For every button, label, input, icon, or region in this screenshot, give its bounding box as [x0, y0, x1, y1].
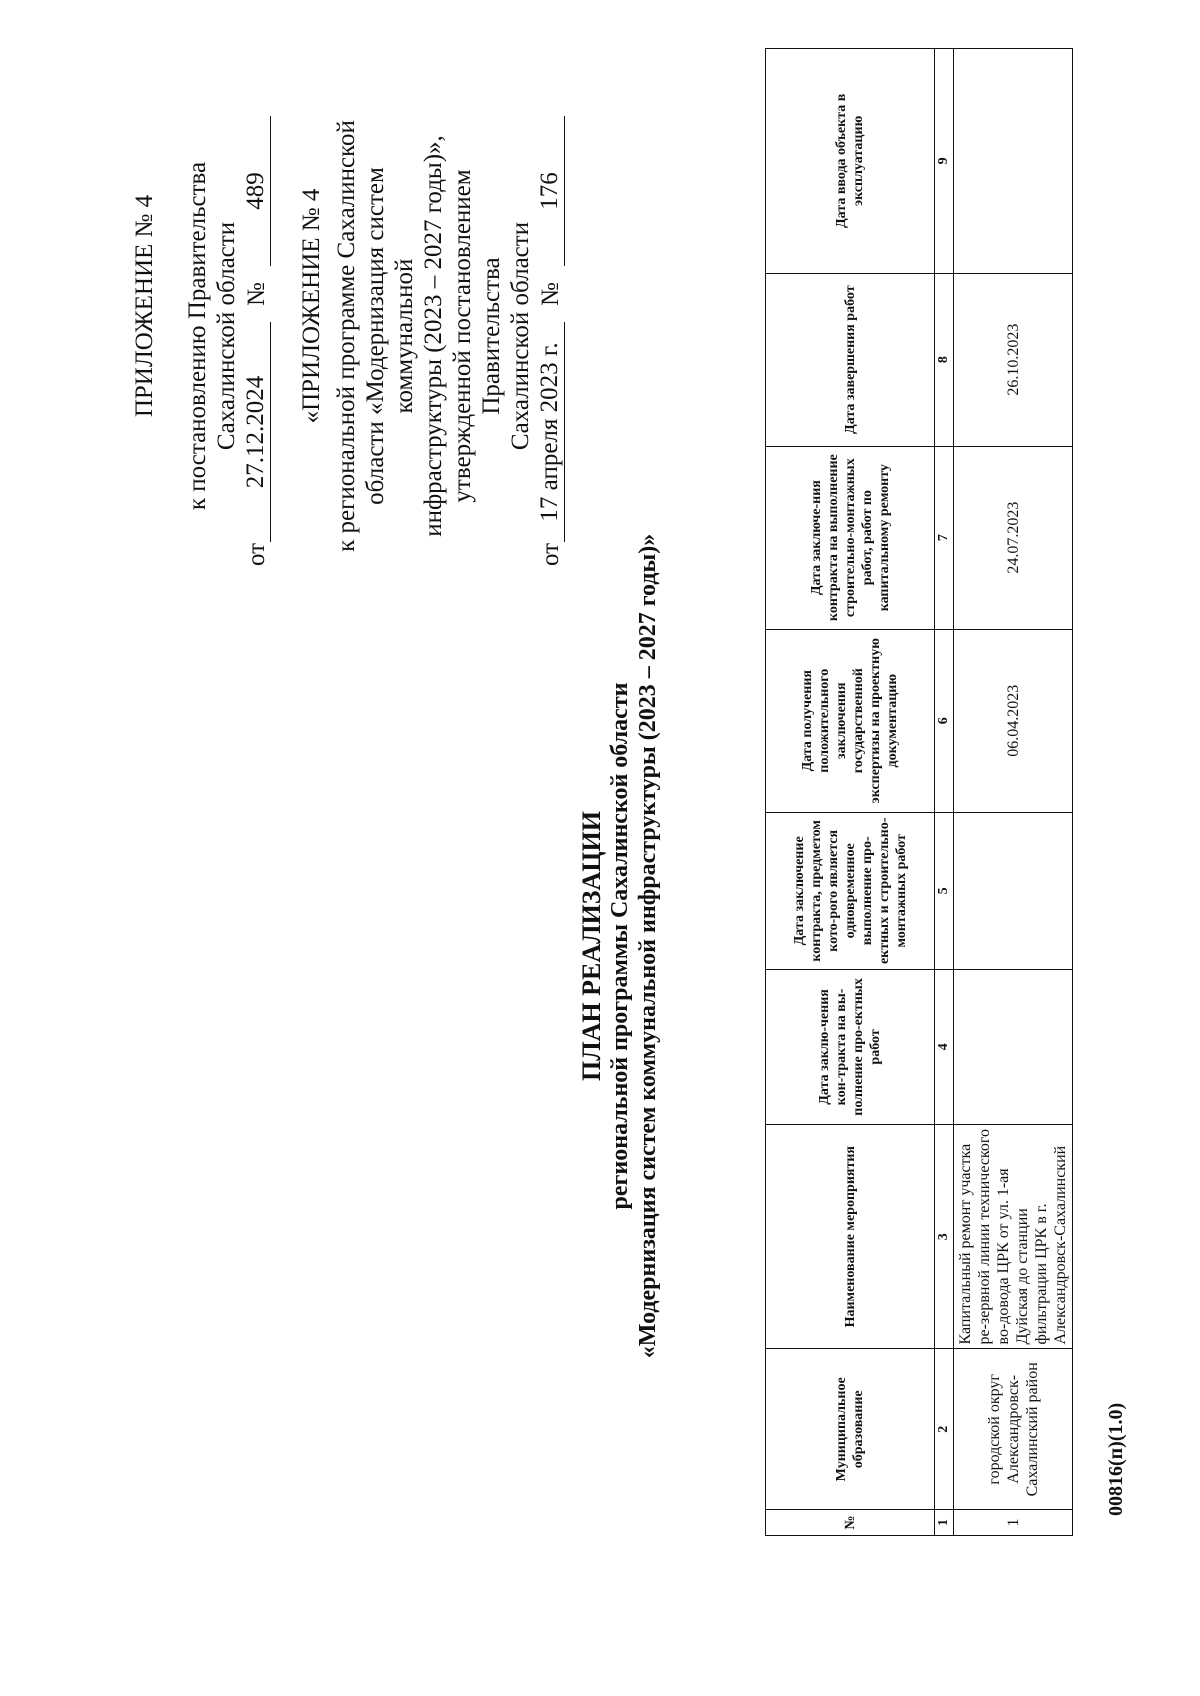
program-appendix-line3: инфраструктуры (2023 – 2027 годы)», [420, 135, 447, 537]
header-municipality: Муниципальное образование [766, 1349, 935, 1510]
row-design-contract-date [954, 969, 1073, 1124]
program-appendix-line2: области «Модернизация систем коммунальной [362, 167, 418, 505]
appendix-date: 27.12.2024 [241, 322, 271, 542]
appendix-title: ПРИЛОЖЕНИЕ № 4 [131, 194, 158, 418]
plan-program-name: «Модернизация систем коммунальной инфраструктуры (2023 – 2027 годы)» [635, 533, 661, 1359]
appendix-to-decree-line1: к постановлению Правительства [184, 161, 211, 511]
program-appendix-date-row [535, 106, 565, 566]
column-number: 3 [935, 1124, 954, 1349]
row-construction-contract-date: 24.07.2023 [954, 446, 1073, 629]
column-number: 4 [935, 969, 954, 1124]
header-completion-date: Дата завершения работ [766, 273, 935, 446]
row-municipality: городской округ Александровск-Сахалинский район [954, 1349, 1073, 1510]
header-measure: Наименование мероприятия [766, 1124, 935, 1349]
column-number: 2 [935, 1349, 954, 1510]
column-number: 8 [935, 273, 954, 446]
row-commissioning-date [954, 49, 1073, 274]
appendix-date-row [241, 106, 271, 566]
column-number: 1 [935, 1510, 954, 1536]
program-appendix-title: «ПРИЛОЖЕНИЕ № 4 [298, 188, 325, 424]
implementation-plan-table [765, 48, 1073, 1536]
program-appendix-number: 176 [535, 116, 565, 266]
header-expertise-date: Дата получения положительного заключения государственной экспертизы на проектную документацию [766, 629, 935, 812]
column-number: 7 [935, 446, 954, 629]
row-expertise-date: 06.04.2023 [954, 629, 1073, 812]
column-number: 5 [935, 812, 954, 969]
plan-title: ПЛАН РЕАЛИЗАЦИИ [577, 811, 606, 1081]
header-commissioning-date: Дата ввода объекта в эксплуатацию [766, 49, 935, 274]
row-combined-contract-date [954, 812, 1073, 969]
column-number: 9 [935, 49, 954, 274]
plan-subtitle: региональной программы Сахалинской области [607, 682, 633, 1210]
row-completion-date: 26.10.2023 [954, 273, 1073, 446]
program-appendix-line5: Сахалинской области [507, 221, 534, 451]
table-column-number-row [935, 49, 954, 1536]
row-measure: Капитальный ремонт участка ре-зервной линии технического во-довода ЦРК от ул. 1-ая Дуйская до станции фильтрации ЦРК в г. Александровск-Сахалинский [954, 1124, 1073, 1349]
appendix-block [130, 106, 565, 566]
appendix-number: 489 [241, 116, 271, 266]
program-appendix-line1: к региональной программе Сахалинской [333, 120, 360, 552]
table-header-row [766, 49, 935, 1536]
program-appendix-from-label: от [537, 542, 564, 566]
header-combined-contract-date: Дата заключение контракта, предметом кото-рого является одновременное выполнение про-ектных и строительно-монтажных работ [766, 812, 935, 969]
document-code: 00816(п)(1.0) [1105, 1402, 1127, 1516]
program-appendix-line4: утвержденной постановлением Правительства [449, 169, 505, 503]
appendix-to-decree-line2: Сахалинской области [213, 221, 240, 451]
program-appendix-date: 17 апреля 2023 г. [535, 322, 565, 542]
row-number: 1 [954, 1510, 1073, 1536]
appendix-from-label: от [243, 542, 270, 566]
header-design-contract-date: Дата заклю-чения кон-тракта на вы-полнение про-ектных работ [766, 969, 935, 1124]
column-number: 6 [935, 629, 954, 812]
appendix-number-label: № [243, 282, 270, 306]
header-construction-contract-date: Дата заключе-ния контракта на выполнение строительно-монтажных работ, работ по капитальному ремонту [766, 446, 935, 629]
header-number: № [766, 1510, 935, 1536]
plan-heading [578, 316, 662, 1576]
table-row [954, 49, 1073, 1536]
program-appendix-number-label: № [537, 282, 564, 306]
